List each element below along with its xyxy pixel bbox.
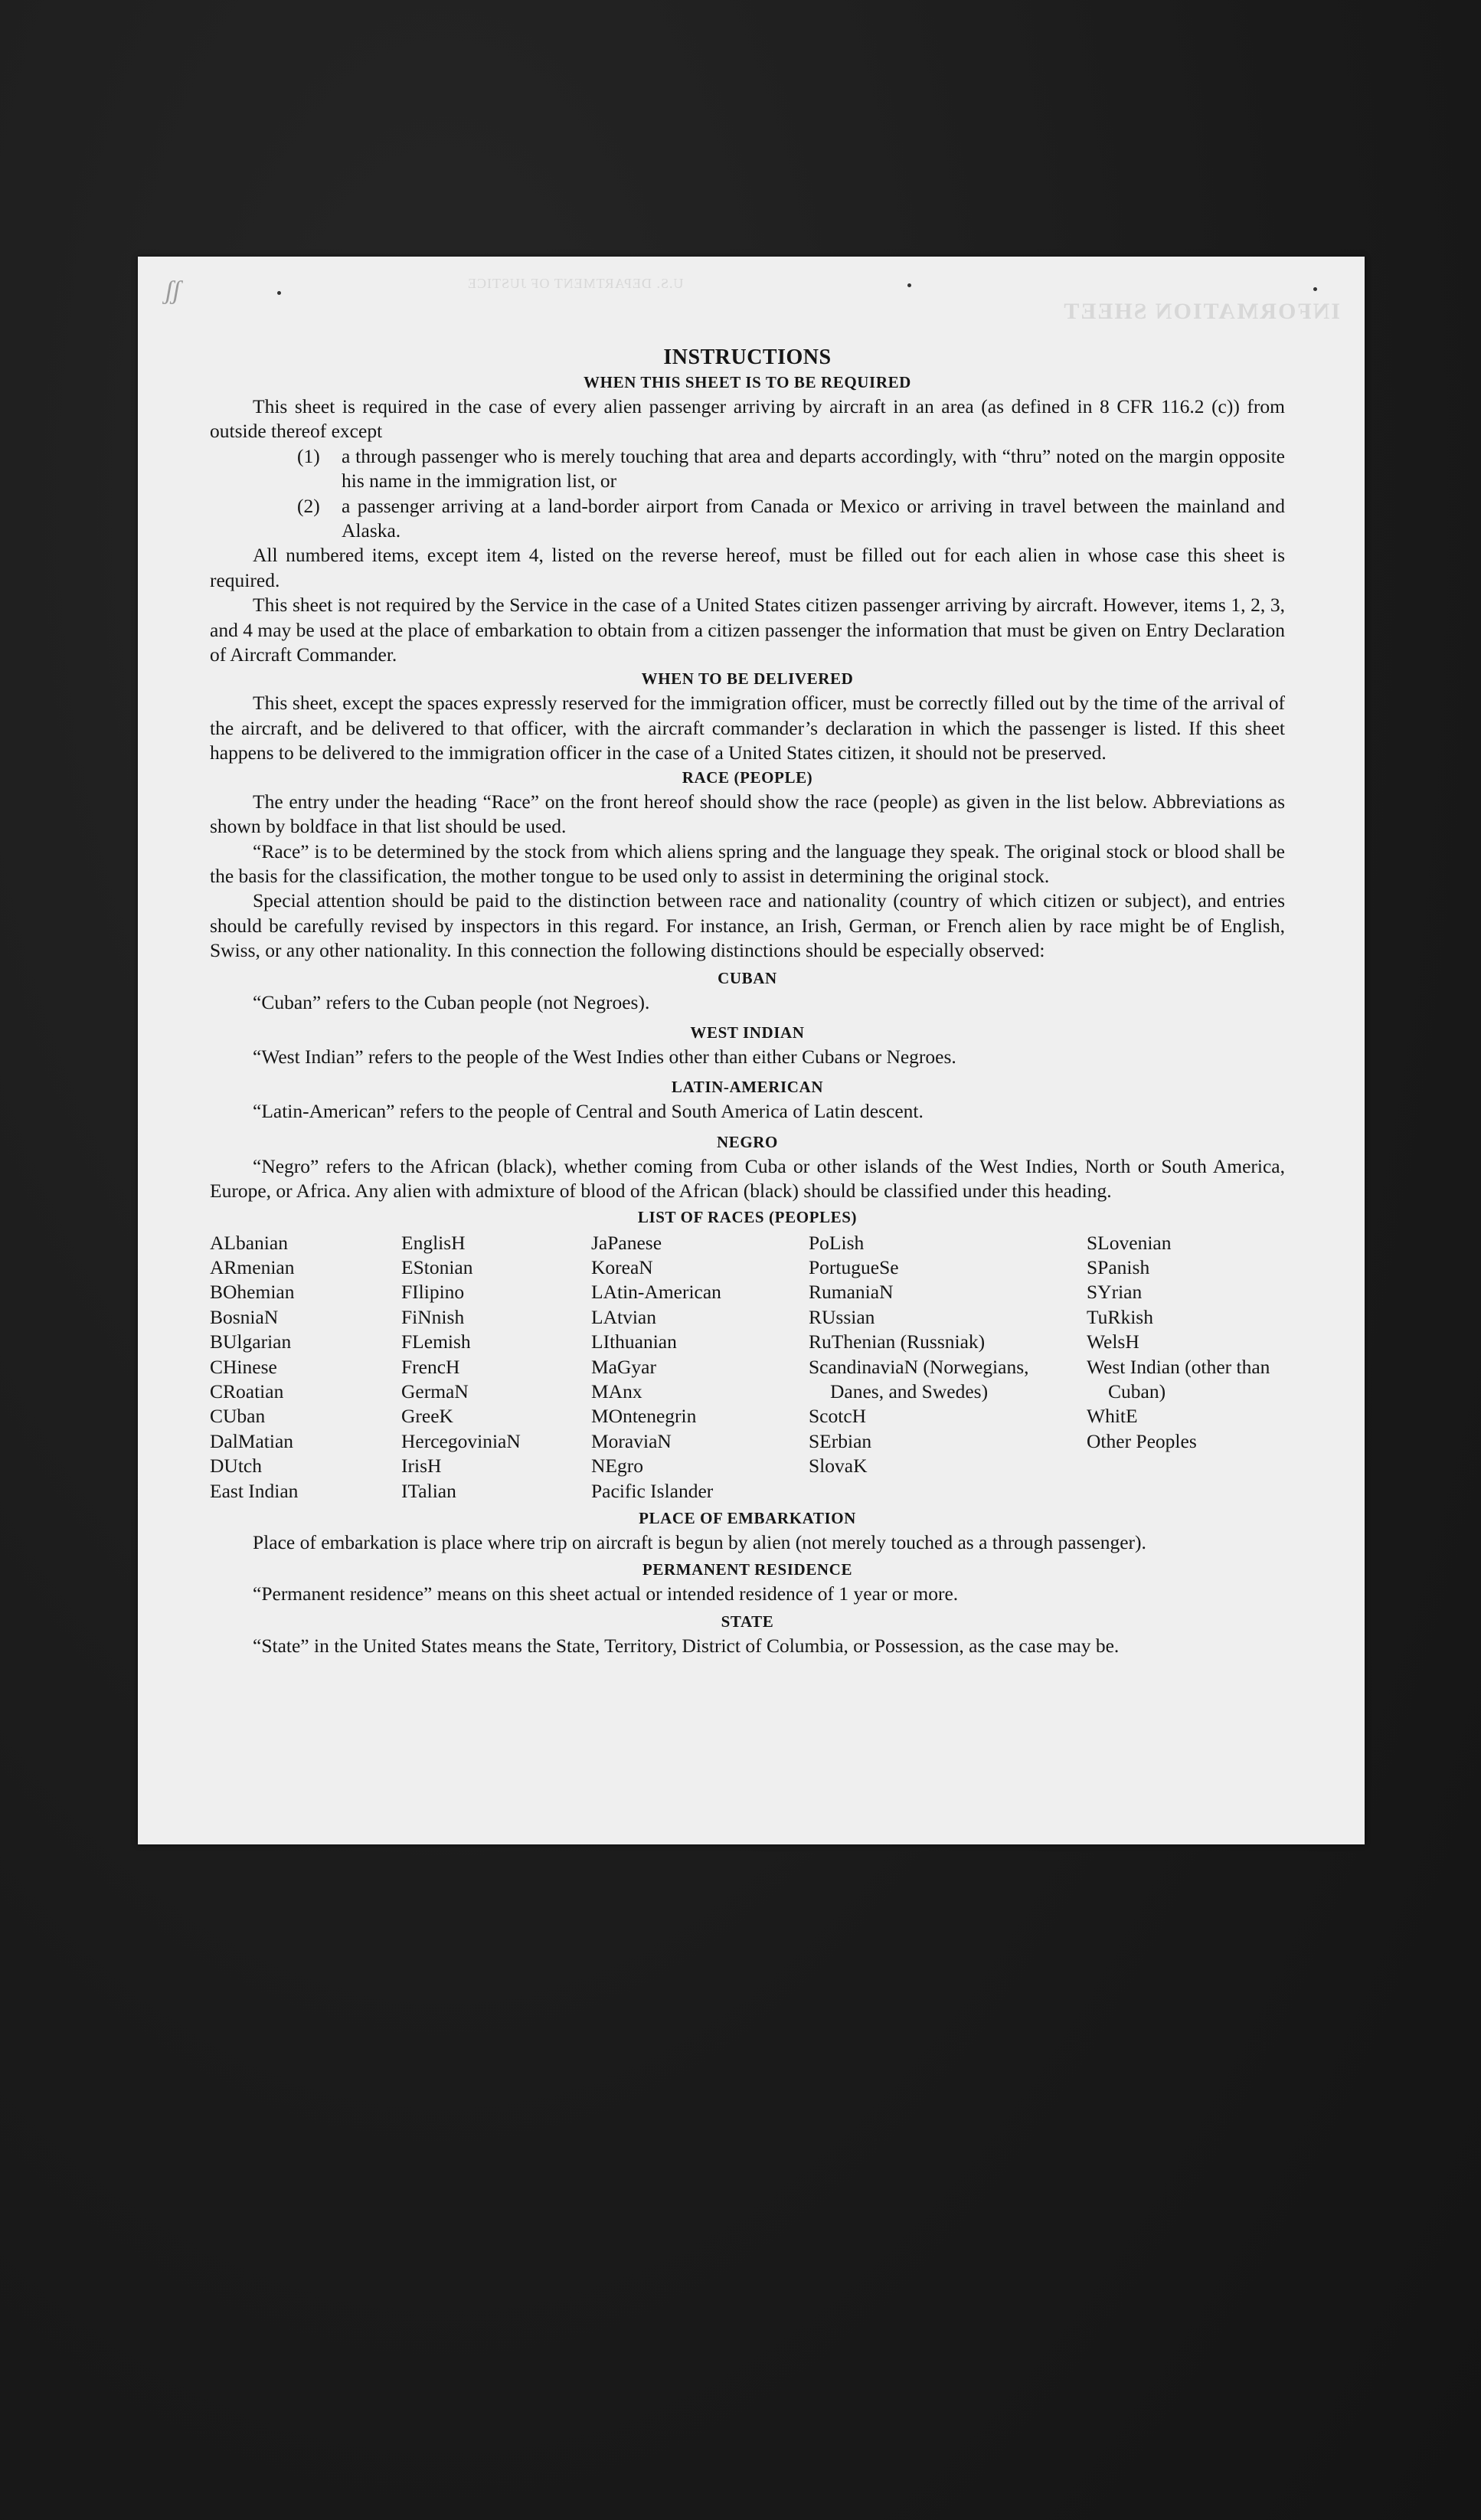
paragraph: This sheet is not required by the Service in the case of a United States citizen passenger arriving by aircraft. However, items 1, 2, 3, and 4 may be used at the place of embarkation to obtain from a citizen passenger the information that must be given on Entry Declaration of Aircraft Commander. [210,594,1285,666]
race-entry: ITalian [401,1479,456,1502]
paragraph: “State” in the United States means the State, Territory, District of Columbia, or Possession, as the case may be. [253,1634,1120,1657]
paragraph: This sheet, except the spaces expressly reserved for the immigration officer, must be correctly filled out by the time of the arrival of the aircraft, and be delivered to that officer, with the aircraft commander’s declaration in which the passenger is listed. If this sheet happens to be delivered to the immigration officer in the case of a United States citizen, it should not be preserved. [210,692,1285,764]
race-entry: EnglisH [401,1231,466,1254]
race-entry: ALbanian [210,1231,288,1254]
paragraph: “Cuban” refers to the Cuban people (not Negroes). [253,990,650,1013]
race-entry: HercegoviniaN [401,1429,521,1452]
races-column-1 [210,1231,401,1504]
speck [277,291,281,295]
instructions-content [210,345,1285,1658]
race-entry: FIlipino [401,1281,465,1304]
race-entry: ScandinaviaN (Norwegians, Danes, and Swedes) [809,1355,1029,1402]
race-entry: EStonian [401,1255,473,1278]
paragraph: “West Indian” refers to the people of the West Indies other than either Cubans or Negroes. [253,1045,956,1068]
races-column-3 [591,1231,809,1504]
race-entry: SPanish [1087,1255,1150,1278]
margin-mark: ʃʃ [165,277,181,305]
race-entry: MOntenegrin [591,1405,697,1428]
section-heading-embarkation: PLACE OF EMBARKATION [639,1509,856,1528]
section-heading-residence: PERMANENT RESIDENCE [642,1560,853,1579]
race-entry: PortugueSe [809,1255,899,1278]
race-entry: SYrian [1087,1281,1143,1304]
race-entry: FLemish [401,1330,471,1353]
section-heading-delivered: WHEN TO BE DELIVERED [641,669,854,689]
race-entry: CUban [210,1405,266,1428]
paragraph: “Latin-American” refers to the people of Central and South America of Latin descent. [253,1100,924,1123]
section-heading-required: WHEN THIS SHEET IS TO BE REQUIRED [584,373,911,391]
race-entry: CHinese [210,1355,277,1378]
section-heading-race: RACE (PEOPLE) [682,767,813,787]
speck [907,283,911,287]
race-entry: ARmenian [210,1255,295,1278]
race-entry: BUlgarian [210,1330,292,1353]
paragraph: All numbered items, except item 4, listed on the reverse hereof, must be filled out for each alien in whose case this sheet is required. [210,544,1285,591]
section-heading-negro: NEGRO [716,1132,778,1151]
bleed-through-line: INFORMATION SHEET [1062,299,1340,324]
section-heading-races-list: LIST OF RACES (PEOPLES) [637,1207,858,1226]
paragraph: “Permanent residence” means on this sheet actual or intended residence of 1 year or more. [253,1582,959,1605]
section-heading-state: STATE [721,1612,774,1631]
speck [1313,287,1317,291]
race-entry: RUssian [809,1305,875,1328]
race-entry: East Indian [210,1479,299,1502]
race-entry: MaGyar [591,1355,656,1378]
race-entry: CRoatian [210,1380,284,1402]
race-entry: BosniaN [210,1305,279,1328]
race-entry: IrisH [401,1455,442,1478]
race-entry: MAnx [591,1380,642,1402]
paragraph: This sheet is required in the case of every alien passenger arriving by aircraft in an area (as defined in 8 CFR 116.2 (c)) from outside thereof except [210,395,1285,443]
race-entry: SlovaK [809,1455,868,1478]
race-entry: PoLish [809,1231,865,1254]
races-column-5 [1087,1231,1285,1504]
item-number: (2) [297,494,320,517]
paragraph: Place of embarkation is place where trip on aircraft is begun by alien (not merely touched as a through passenger). [253,1531,1146,1554]
paragraph: “Negro” refers to the African (black), whether coming from Cuba or other islands of the West Indies, North or South America, Europe, or Africa. Any alien with admixture of blood of the African (black) should be classified under this heading. [210,1154,1285,1203]
race-entry: FrencH [401,1355,460,1378]
section-heading-cuban: CUBAN [718,968,777,987]
race-entry: FiNnish [401,1305,465,1328]
race-entry: West Indian (other than Cuban) [1087,1355,1270,1402]
race-entry: MoraviaN [591,1429,672,1452]
race-entry: NEgro [591,1455,643,1478]
race-entry: SLovenian [1087,1231,1172,1254]
race-entry: LAtvian [591,1305,656,1328]
race-entry: LAtin-American [591,1281,721,1304]
item-number: (1) [297,444,320,467]
race-entry: WhitE [1087,1405,1138,1428]
list-item [210,494,1285,544]
bleed-through-header: U.S. DEPARTMENT OF JUSTICE [467,276,684,291]
race-entry: Other Peoples [1087,1429,1197,1452]
race-entry: WelsH [1087,1330,1139,1353]
race-entry: KoreaN [591,1255,653,1278]
item-text: a through passenger who is merely touching that area and departs accordingly, with “thru” noted on the margin opposite his name in the immigration list, or [342,444,1285,493]
paragraph: The entry under the heading “Race” on the front hereof should show the race (people) as given in the list below. Abbreviations as shown by boldface in that list should be used. [210,790,1285,838]
race-entry: ScotcH [809,1405,867,1428]
race-entry: JaPanese [591,1231,662,1254]
races-table [210,1231,1285,1504]
race-entry: LIthuanian [591,1330,677,1353]
item-text: a passenger arriving at a land-border airport from Canada or Mexico or arriving in travel between the mainland and Alaska. [342,494,1285,542]
section-heading-west-indian: WEST INDIAN [690,1023,805,1042]
paragraph: “Race” is to be determined by the stock from which aliens spring and the language they speak. The original stock or blood shall be the basis for the classification, the mother tongue to be used only to assist in determining the original stock. [210,839,1285,887]
race-entry: RumaniaN [809,1281,894,1304]
race-entry: TuRkish [1087,1305,1153,1328]
section-heading-latin-american: LATIN-AMERICAN [671,1078,824,1097]
race-entry: DUtch [210,1455,262,1478]
races-column-2 [401,1231,591,1504]
race-entry: GermaN [401,1380,469,1402]
race-entry: RuThenian (Russniak) [809,1330,986,1353]
page-title: INSTRUCTIONS [663,345,832,369]
document-sheet [138,257,1365,1844]
list-item [210,444,1285,494]
race-entry: BOhemian [210,1281,295,1304]
race-entry: DalMatian [210,1429,294,1452]
race-entry: GreeK [401,1405,453,1428]
race-entry: SErbian [809,1429,872,1452]
paragraph: Special attention should be paid to the distinction between race and nationality (country of which citizen or subject), and entries should be carefully revised by inspectors in this regard. For instance, an Irish, German, or French alien by race might be of English, Swiss, or any other nationality. In this connection the following distinctions should be especially observed: [210,889,1285,962]
races-column-4 [809,1231,1087,1504]
race-entry: Pacific Islander [591,1479,714,1502]
